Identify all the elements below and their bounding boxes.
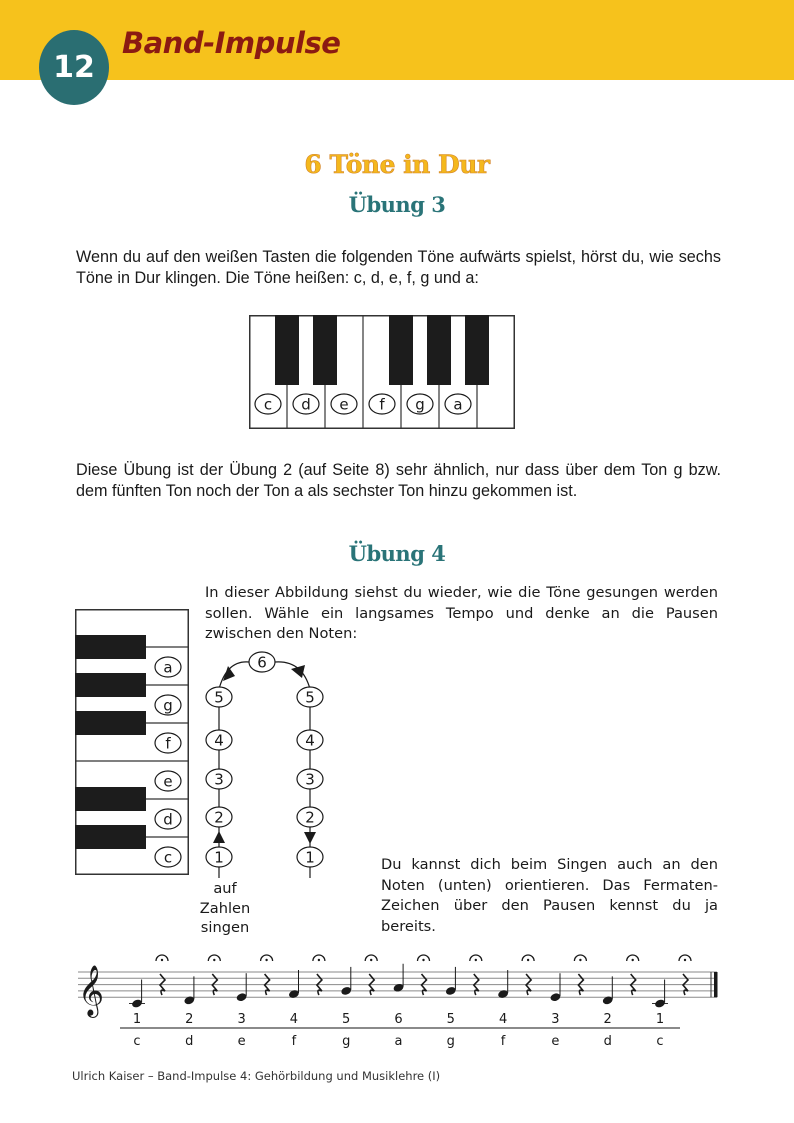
exercise3-note: Diese Übung ist der Übung 2 (auf Seite 8) sehr ähnlich, nur dass über dem Ton g bzw. dem fünften Ton noch der Ton a als sechster Ton hinzu gekommen ist. (76, 461, 721, 500)
step-number: 3 (551, 1012, 560, 1027)
black-key (313, 315, 337, 385)
exercise4-heading: Übung 4 (348, 541, 446, 566)
note-name: a (394, 1034, 403, 1049)
key-label-g: g (163, 696, 173, 715)
step-down-1: 1 (305, 848, 315, 867)
exercise3-heading: Übung 3 (348, 192, 446, 217)
key-label-a: a (163, 658, 173, 677)
step-up-5: 5 (214, 688, 224, 707)
key-label-f: f (165, 734, 171, 753)
page-title: 6 Töne in Dur (304, 150, 490, 179)
step-down-2: 2 (305, 808, 315, 827)
step-number: 4 (289, 1012, 299, 1027)
black-key (75, 635, 146, 659)
final-barline (714, 972, 718, 997)
exercise4-hint: Du kannst dich beim Singen auch an den Noten (unten) orientieren. Das Fermaten-Zeichen über den Pausen kennst du ja bereits. (381, 856, 718, 935)
step-up-3: 3 (214, 770, 224, 789)
fermata-dot (632, 959, 634, 961)
black-key (427, 315, 451, 385)
fermata-dot (527, 959, 529, 961)
step-number: 2 (185, 1012, 194, 1027)
fermata-dot (684, 959, 686, 961)
music-staff (70, 945, 730, 1055)
footer: Ulrich Kaiser – Band-Impulse 4: Gehörbildung und Musiklehre (I) (72, 1069, 441, 1083)
black-key (275, 315, 299, 385)
exercise4-intro: In dieser Abbildung siehst du wieder, wie die Töne gesungen werden sollen. Wähle ein langsames Tempo und denke an die Pausen zwischen den Noten: (205, 584, 718, 642)
key-label-d: d (301, 395, 311, 414)
step-top-6: 6 (257, 653, 267, 672)
black-key (75, 673, 146, 697)
arrow-down-icon (291, 665, 305, 678)
note-name: g (446, 1034, 455, 1049)
key-label-e: e (339, 395, 349, 414)
note-name: c (133, 1034, 141, 1049)
key-label-c: c (163, 848, 173, 867)
arrow-down-icon (304, 832, 316, 844)
black-key (389, 315, 413, 385)
fermata-dot (475, 959, 477, 961)
key-label-g: g (415, 395, 425, 414)
key-label-f: f (379, 395, 385, 414)
note-name: f (291, 1034, 297, 1049)
step-down-3: 3 (305, 770, 315, 789)
note-name: e (237, 1034, 246, 1049)
note-name: d (603, 1034, 612, 1049)
step-diagram (195, 645, 335, 880)
note-name: d (185, 1034, 194, 1049)
key-label-a: a (453, 395, 463, 414)
step-down-4: 4 (305, 731, 315, 750)
key-label-c: c (263, 395, 273, 414)
step-number: 5 (342, 1012, 351, 1027)
black-key (465, 315, 489, 385)
fermata-dot (213, 959, 215, 961)
step-up-1: 1 (214, 848, 224, 867)
arrow-up-icon (223, 666, 235, 681)
exercise3-intro: Wenn du auf den weißen Tasten die folgenden Töne aufwärts spielst, hörst du, wie sechs Töne in Dur klingen. Die Töne heißen: c, d, e, f, g und a: (76, 248, 721, 287)
fermata-dot (161, 959, 163, 961)
treble-clef-icon: 𝄞 (78, 965, 105, 1017)
fermata-dot (422, 959, 424, 961)
key-label-e: e (163, 772, 173, 791)
black-key (75, 825, 146, 849)
step-down-5: 5 (305, 688, 315, 707)
step-up-4: 4 (214, 731, 224, 750)
step-number: 6 (394, 1012, 403, 1027)
diagram-caption (185, 879, 265, 938)
page-number: 12 (53, 50, 95, 85)
note-name: c (656, 1034, 664, 1049)
step-number: 2 (603, 1012, 612, 1027)
keyboard-horizontal (249, 315, 515, 429)
step-number: 5 (446, 1012, 455, 1027)
caption-line: Zahlen (199, 899, 251, 917)
arrow-up-icon (213, 831, 225, 843)
black-key (75, 711, 146, 735)
step-up-2: 2 (214, 808, 224, 827)
note-name: g (342, 1034, 351, 1049)
fermata-dot (579, 959, 581, 961)
fermata-dot (265, 959, 267, 961)
note-name: f (500, 1034, 506, 1049)
page-number-badge (39, 30, 109, 105)
caption-line: auf (213, 880, 237, 897)
step-number: 3 (237, 1012, 246, 1027)
step-number: 1 (655, 1012, 665, 1027)
fermata-dot (318, 959, 320, 961)
caption-line: singen (200, 919, 250, 936)
book-title: Band-Impulse (122, 26, 341, 60)
note-name: e (551, 1034, 560, 1049)
fermata-dot (370, 959, 372, 961)
key-label-d: d (163, 810, 173, 829)
black-key (75, 787, 146, 811)
header-bar (0, 0, 794, 80)
step-number: 1 (132, 1012, 142, 1027)
keyboard-vertical (75, 609, 189, 875)
step-number: 4 (498, 1012, 508, 1027)
